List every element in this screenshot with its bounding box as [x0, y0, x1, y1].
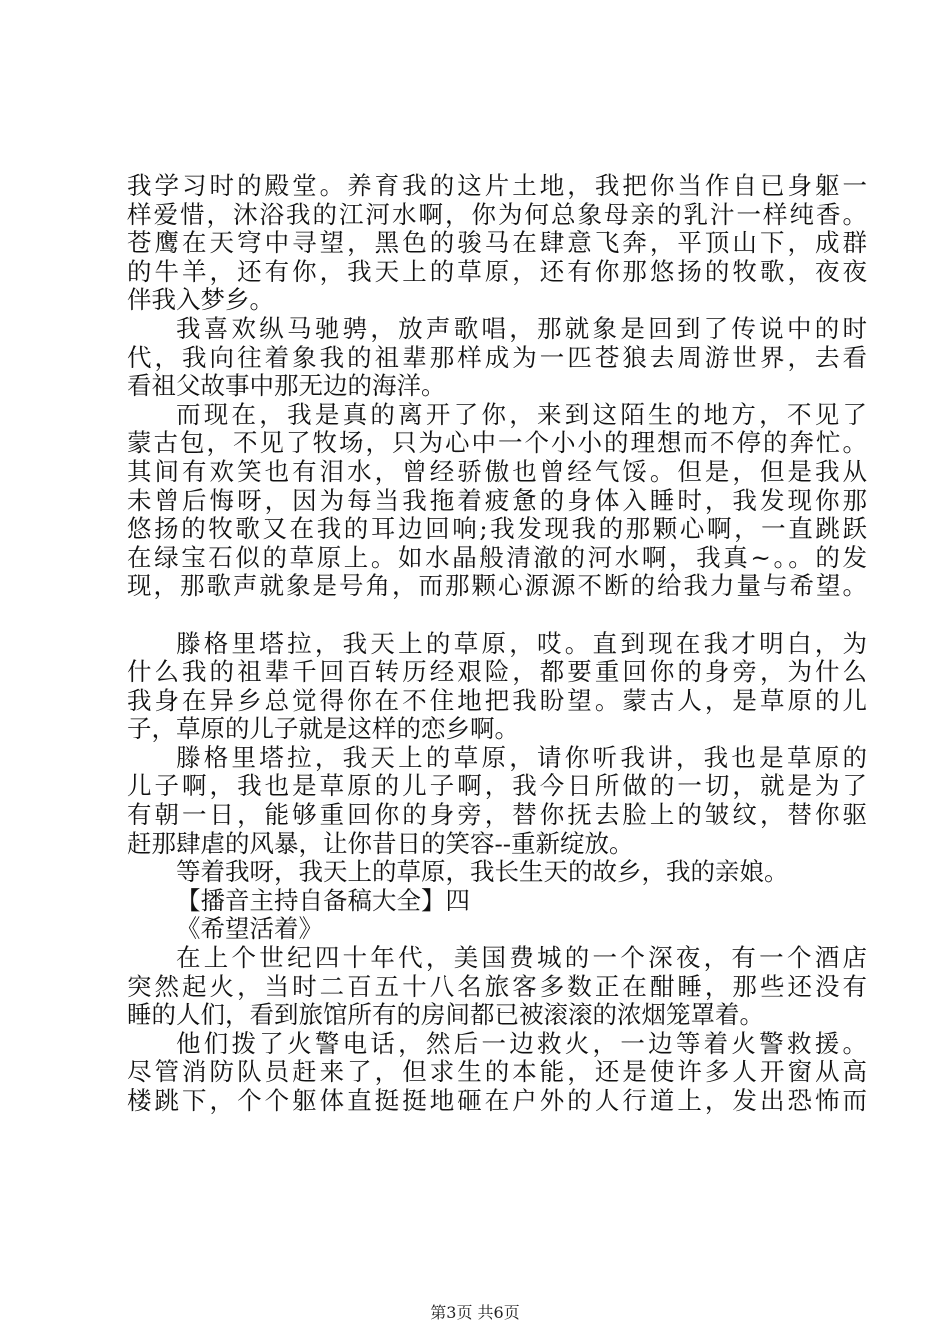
- text-line: 【播音主持自备稿大全】四: [176, 885, 470, 915]
- text-line: 儿子啊，我也是草原的儿子啊，我今日所做的一切，就是为了: [127, 771, 867, 801]
- text-line: 现，那歌声就象是号角，而那颗心源源不断的给我力量与希望。: [127, 571, 867, 601]
- text-line: 苍鹰在天穹中寻望，黑色的骏马在肆意飞奔，平顶山下，成群: [127, 228, 867, 258]
- text-line: 伴我入梦乡。: [127, 285, 274, 315]
- text-line: 睡的人们，看到旅馆所有的房间都已被滚滚的浓烟笼罩着。: [127, 1000, 764, 1030]
- text-line: 我喜欢纵马驰骋，放声歌唱，那就象是回到了传说中的时: [176, 313, 867, 343]
- text-line: 代，我向往着象我的祖辈那样成为一匹苍狼去周游世界，去看: [127, 342, 867, 372]
- text-line: 滕格里塔拉，我天上的草原，哎。直到现在我才明白，为: [176, 628, 867, 658]
- text-line: 其间有欢笑也有泪水，曾经骄傲也曾经气馁。但是，但是我从: [127, 456, 867, 486]
- text-line: 悠扬的牧歌又在我的耳边回响;我发现我的那颗心啊，一直跳跃: [127, 514, 867, 544]
- text-line: 滕格里塔拉，我天上的草原，请你听我讲，我也是草原的: [176, 742, 867, 772]
- text-line: 未曾后悔呀，因为每当我拖着疲惫的身体入睡时，我发现你那: [127, 485, 867, 515]
- text-line: 《希望活着》: [176, 914, 323, 944]
- text-line: 他们拨了火警电话，然后一边救火，一边等着火警救援。: [176, 1028, 867, 1058]
- text-line: 什么我的祖辈千回百转历经艰险，都要重回你的身旁，为什么: [127, 657, 867, 687]
- text-line: 在绿宝石似的草原上。如水晶般清澈的河水啊，我真~。。的发: [127, 542, 867, 572]
- text-line: 子，草原的儿子就是这样的恋乡啊。: [127, 714, 519, 744]
- page-footer: 第3页 共6页: [430, 1303, 520, 1322]
- text-line: 而现在，我是真的离开了你，来到这陌生的地方，不见了: [176, 399, 867, 429]
- text-line: 看祖父故事中那无边的海洋。: [127, 371, 446, 401]
- text-line: 的牛羊，还有你，我天上的草原，还有你那悠扬的牧歌，夜夜: [127, 256, 867, 286]
- text-line: 样爱惜，沐浴我的江河水啊，你为何总象母亲的乳汁一样纯香。: [127, 199, 867, 229]
- text-line: 我学习时的殿堂。养育我的这片土地，我把你当作自已身躯一: [127, 171, 867, 200]
- text-line: 尽管消防队员赶来了，但求生的本能，还是使许多人开窗从高: [127, 1057, 867, 1087]
- text-line: 在上个世纪四十年代，美国费城的一个深夜，有一个酒店: [176, 943, 867, 973]
- text-line: 蒙古包，不见了牧场，只为心中一个小小的理想而不停的奔忙。: [127, 428, 867, 458]
- text-line: 突然起火，当时二百五十八名旅客多数正在酣睡，那些还没有: [127, 971, 867, 1001]
- text-line: 赶那肆虐的风暴，让你昔日的笑容--重新绽放。: [127, 828, 634, 858]
- body-text: [127, 172, 867, 1116]
- text-line: 楼跳下，个个躯体直挺挺地砸在户外的人行道上，发出恐怖而: [127, 1086, 867, 1115]
- text-line: 有朝一日，能够重回你的身旁，替你抚去脸上的皱纹，替你驱: [127, 800, 867, 830]
- text-line: 等着我呀，我天上的草原，我长生天的故乡，我的亲娘。: [176, 857, 789, 887]
- text-line: 我身在异乡总觉得你在不住地把我盼望。蒙古人，是草原的儿: [127, 685, 867, 715]
- blank-line: [127, 601, 867, 630]
